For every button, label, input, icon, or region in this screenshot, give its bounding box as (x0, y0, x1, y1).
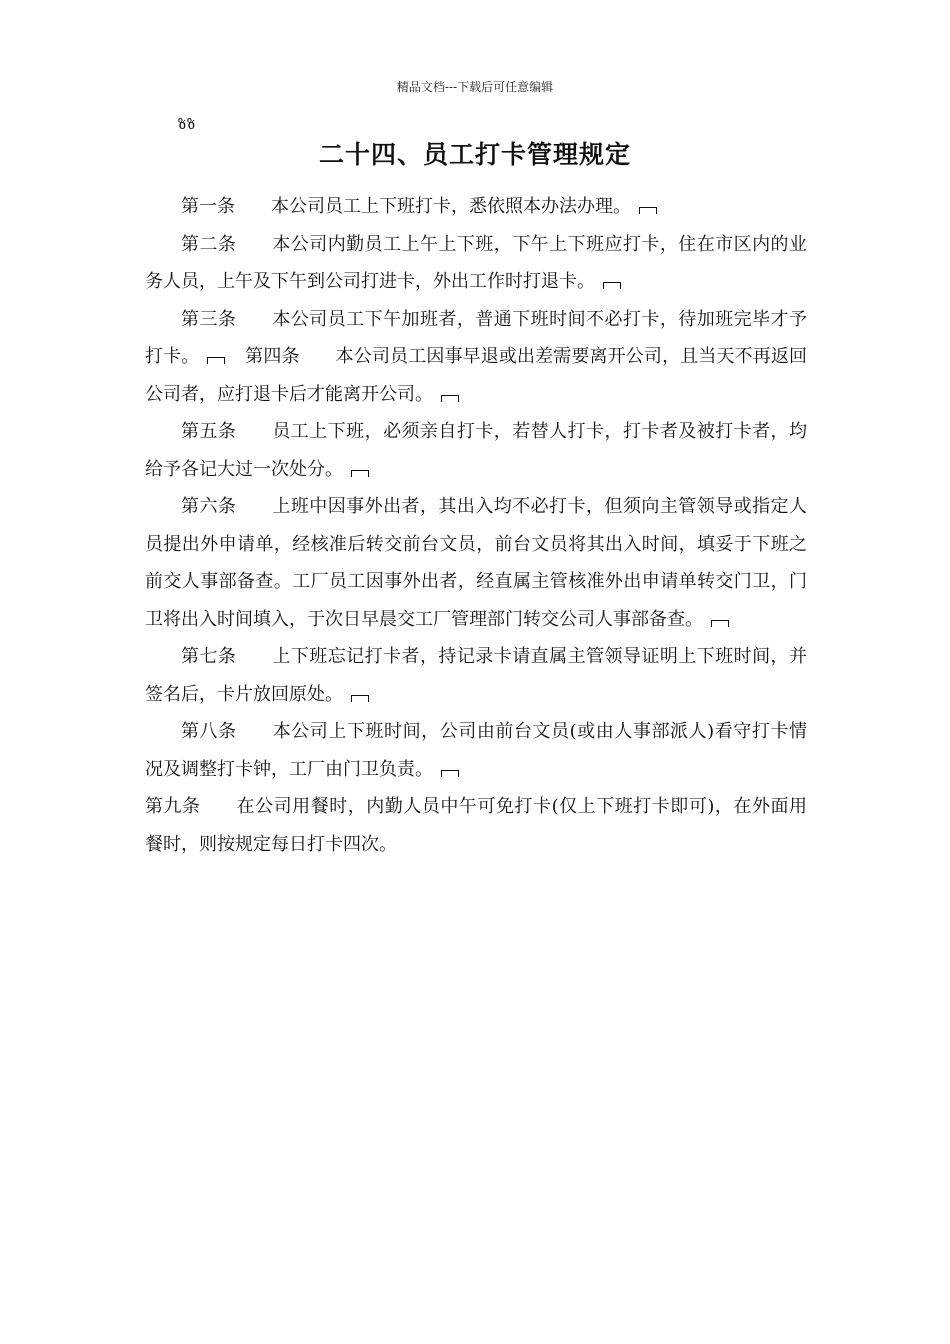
paragraph-mark-icon (441, 395, 459, 402)
article-text: 上班中因事外出者，其出入均不必打卡，但须向主管领导或指定人员提出外申请单，经核准后转交前台文员，前台文员将其出入时间，填妥于下班之前交人事部备查。工厂员工因事外出者，经直属主管核准外出申请单转交门卫，门卫将出入时间填入，于次日早晨交工厂管理部门转交公司人事部备查。 (145, 496, 808, 630)
article-text: 在公司用餐时，内勤人员中午可免打卡(仅上下班打卡即可)，在外面用餐时，则按规定每日打卡四次。 (145, 796, 808, 855)
article-text: 本公司上下班时间，公司由前台文员(或由人事部派人)看守打卡情况及调整打卡钟，工厂由门卫负责。 (145, 721, 807, 780)
article-label: 第四条 (245, 346, 300, 367)
paragraph-mark-icon (639, 207, 657, 214)
document-body (145, 188, 807, 863)
page-title: 二十四、员工打卡管理规定 (318, 140, 631, 169)
article-7 (145, 638, 807, 713)
article-text: 上下班忘记打卡者，持记录卡请直属主管领导证明上下班时间，并签名后，卡片放回原处。 (145, 646, 808, 705)
article-text: 本公司员工因事早退或出差需要离开公司，且当天不再返回公司者，应打退卡后才能离开公司。 (145, 346, 808, 405)
ornament-icon: ზზ (178, 118, 197, 133)
article-5 (145, 413, 807, 488)
article-2 (145, 226, 807, 301)
article-label: 第二条 (181, 233, 237, 255)
article-text: 本公司员工上下班打卡，悉依照本办法办理。 (271, 196, 631, 217)
article-text: 员工上下班，必须亲自打卡，若替人打卡，打卡者及被打卡者，均给予各记大过一次处分。 (145, 421, 808, 480)
paragraph-mark-icon (711, 620, 729, 627)
article-label: 第九条 (145, 796, 201, 817)
page-header: 精品文档---下载后可任意编辑 (396, 80, 554, 94)
article-label: 第三条 (181, 308, 237, 330)
article-label: 第五条 (181, 421, 237, 442)
article-9 (145, 788, 807, 863)
article-label: 第七条 (181, 646, 237, 667)
article-label: 第一条 (181, 196, 235, 217)
paragraph-mark-icon (351, 695, 369, 702)
article-8 (145, 713, 807, 788)
article-label: 第八条 (181, 721, 237, 742)
article-1 (145, 188, 807, 226)
paragraph-mark-icon (441, 770, 459, 777)
article-label: 第六条 (181, 496, 237, 517)
article-text: 本公司员工下午加班者，普通下班时间不必打卡，待加班完毕才予打卡。 (145, 308, 808, 367)
paragraph-mark-icon (603, 282, 621, 289)
paragraph-mark-icon (351, 470, 369, 477)
article-6 (145, 488, 807, 638)
paragraph-mark-icon (207, 357, 225, 364)
article-text: 本公司内勤员工上午上下班，下午上下班应打卡，住在市区内的业务人员，上午及下午到公司打进卡，外出工作时打退卡。 (145, 233, 808, 292)
article-3 (145, 301, 807, 414)
